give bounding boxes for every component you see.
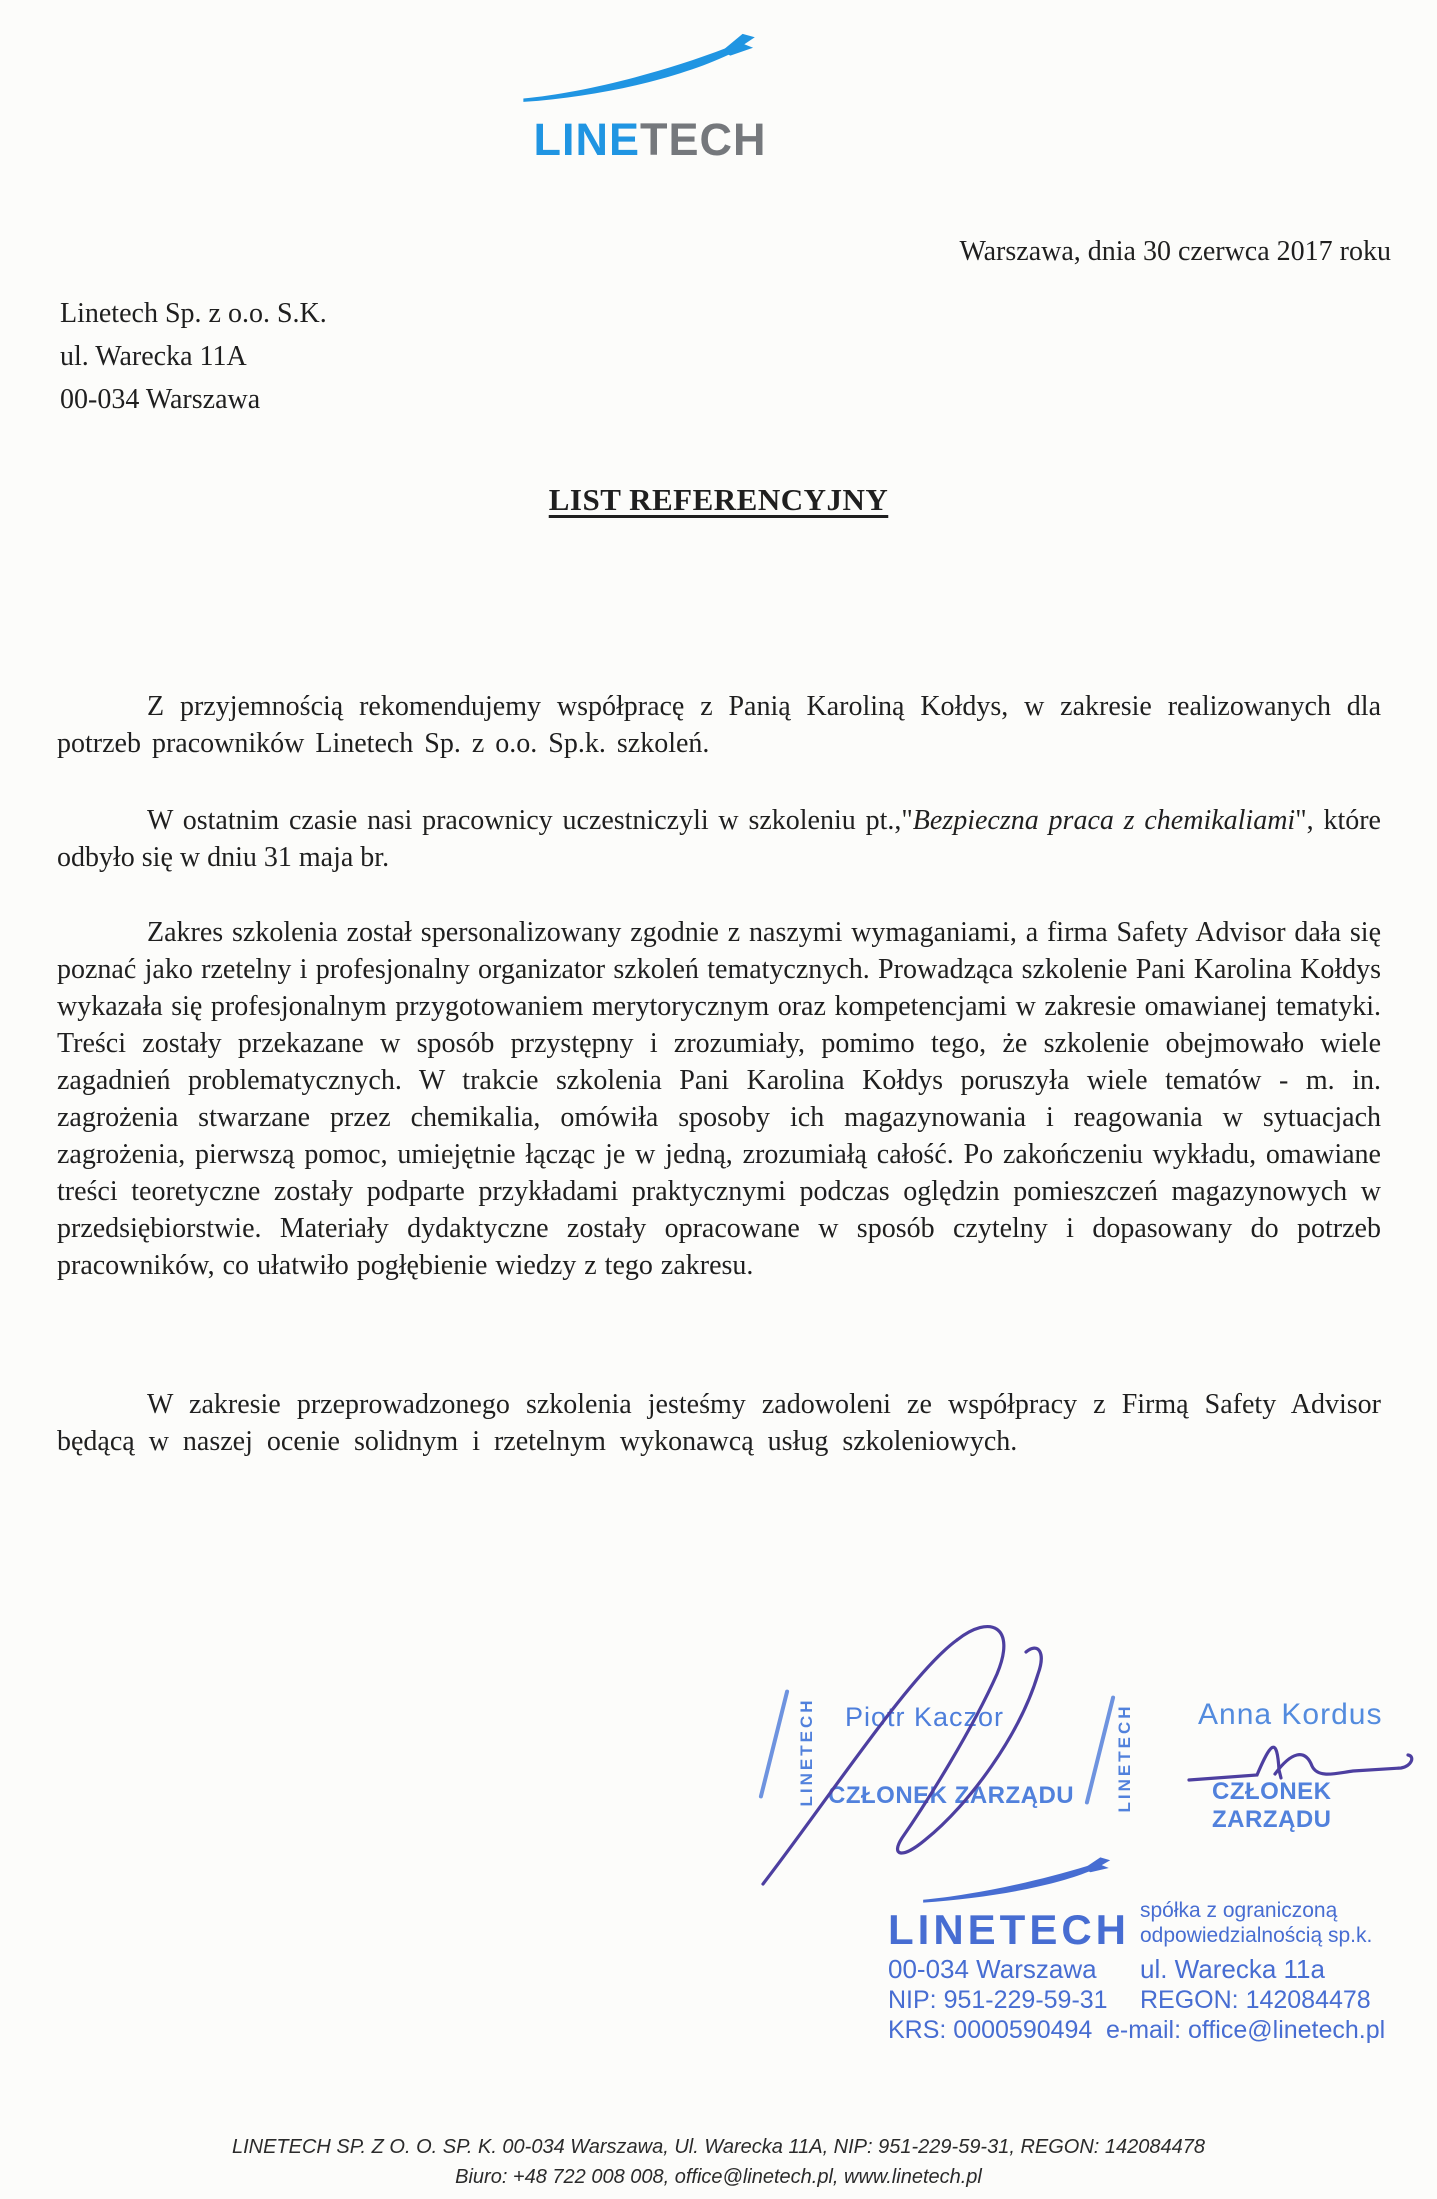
stamp-swoosh-icon [918,1856,1133,1904]
sender-company: Linetech Sp. z o.o. S.K. [60,298,327,329]
sender-address [60,292,327,421]
stamp-vertical-brand-right: LINETECH [1115,1703,1134,1813]
letter-title: LIST REFERENCYJNY [548,482,889,517]
board-member-name-left: Piotr Kaczor [845,1702,1005,1732]
company-logo [515,28,785,165]
logo-word-tech: TECH [640,114,767,165]
paragraph-2-post: ", które odbyło się w dniu 31 maja br. [57,805,1381,873]
board-member-role-left: CZŁONEK ZARZĄDU [828,1782,1075,1809]
paragraph-1: Z przyjemnością rekomendujemy współpracę z Panią Karoliną Kołdys, w zakresie realizowanych dla potrzeb pracowników Linetech Sp. z o.o. Sp.k. szkoleń. [57,691,1381,759]
stamp-email: e-mail: office@linetech.pl [1106,2016,1386,2044]
stamp-city: 00-034 Warszawa [888,1954,1097,1984]
logo-word-line: LINE [533,114,640,165]
sender-city: 00-034 Warszawa [60,384,261,415]
handwritten-signature-left [735,1612,1105,1892]
logo-swoosh-icon [519,28,781,106]
stamp-legal-form [1140,1898,1372,1948]
stamp-street: ul. Warecka 11a [1140,1954,1325,1984]
stamp-legal-form-line1: spółka z ograniczoną [1140,1899,1338,1922]
stamp-brand: LINETECH [888,1906,1130,1953]
paragraph-2-course-title: Bezpieczna praca z chemikaliami [912,805,1296,836]
paragraph-4: W zakresie przeprowadzonego szkolenia jesteśmy zadowoleni ze współpracy z Firmą Safety Advisor będącą w naszej ocenie solidnym i rzetelnym wykonawcą usług szkoleniowych. [57,1389,1381,1457]
paragraph-2 [57,802,1381,876]
stamp-regon: REGON: 142084478 [1140,1986,1371,2014]
stamp-legal-form-line2: odpowiedzialnością sp.k. [1140,1924,1373,1947]
company-stamp [888,1856,1388,2046]
paragraph-2-pre: W ostatnim czasie nasi pracownicy uczestniczyli w szkoleniu pt.," [147,805,913,836]
stamp-vertical-brand-left: LINETECH [797,1697,816,1807]
board-member-role-right: CZŁONEK ZARZĄDU [1212,1778,1332,1833]
sender-street: ul. Warecka 11A [60,341,247,372]
footer-line-1: LINETECH SP. Z O. O. SP. K. 00-034 Warszawa, Ul. Warecka 11A, NIP: 951-229-59-31, REGON: 142084478 [231,2136,1206,2158]
logo-wordmark [515,114,785,165]
date-line: Warszawa, dnia 30 czerwca 2017 roku [959,236,1391,267]
footer-line-2: Biuro: +48 722 008 008, office@linetech.pl, www.linetech.pl [455,2166,982,2188]
stamp-nip: NIP: 951-229-59-31 [888,1986,1108,2014]
stamp-krs: KRS: 0000590494 [888,2016,1093,2044]
paragraph-3: Zakres szkolenia został spersonalizowany zgodnie z naszymi wymaganiami, a firma Safety Advisor dała się poznać jako rzetelny i profesjonalny organizator szkoleń tematycznych. Prowadząca szkolenie Pani Karolina Kołdys wykazała się profesjonalnym przygotowaniem merytorycznym oraz kompetencjami w zakresie omawianej tematyki. Treści zostały przekazane w sposób przystępny i zrozumiały, pomimo tego, że szkolenie obejmowało wiele zagadnień problematycznych. W trakcie szkolenia Pani Karolina Kołdys poruszyła wiele tematów - m. in. zagrożenia stwarzane przez chemikalia, omówiła sposoby ich magazynowania i reagowania w sytuacjach zagrożenia, pierwszą pomoc, umiejętnie łącząc je w jedną, zrozumiałą całość. Po zakończeniu wykładu, omawiane treści teoretyczne zostały podparte przykładami praktycznymi podczas oględzin pomieszczeń magazynowych w przedsiębiorstwie. Materiały dydaktyczne zostały opracowane w sposób czytelny i dopasowany do potrzeb pracowników, co ułatwiło pogłębienie wiedzy z tego zakresu. [57,917,1381,1281]
board-member-name-right: Anna Kordus [1198,1698,1383,1731]
